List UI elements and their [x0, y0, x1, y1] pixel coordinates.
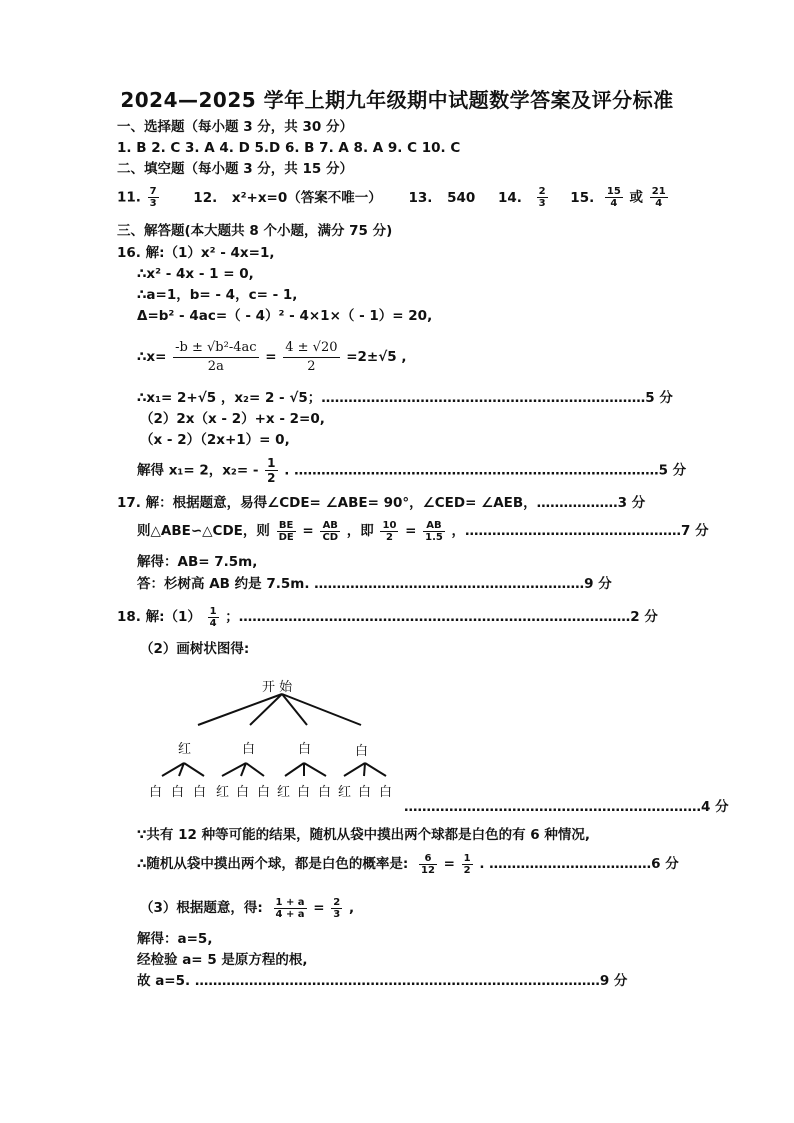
q12-answer: x²+x=0（答案不唯一）: [231, 189, 382, 206]
tree-level2-item: 白: [171, 785, 185, 800]
q11-fraction: $\frac{7}{3}$: [149, 186, 157, 209]
tree-branch: [250, 694, 282, 725]
tree-level2-item: 白: [257, 785, 271, 800]
tree-level1-item: 白: [298, 742, 312, 757]
q16-line-2: ∴x² - 4x - 1 = 0,: [137, 266, 254, 282]
q16-line-7: （2）2x（x - 2）+x - 2=0,: [140, 411, 325, 427]
q16-x-prefix: ∴x=: [137, 349, 167, 365]
q13-label: 13.: [408, 189, 433, 206]
q11-label: 11.: [117, 189, 141, 206]
q18-fraction-1-2: $\frac{1}{2}$: [463, 852, 471, 876]
tree-level2-item: 白: [379, 785, 393, 800]
tree-level2-item: 白: [149, 785, 163, 800]
q15-fraction-1: $\frac{15}{4}$: [606, 186, 621, 209]
tree-level2-item: 白: [193, 785, 207, 800]
q18-one-quarter: $\frac{1}{4}$: [209, 605, 217, 629]
q16-line-5: ∴x= $\frac{\text{-b ± √b²-4ac}}{2a}$ = $\frac{4 \pm √20}{2}$ =2±√5 ,: [137, 339, 407, 374]
q18-fraction-6-12: $\frac{6}{12}$: [421, 852, 435, 876]
q17-fraction-10-2: $\frac{10}{2}$: [382, 519, 397, 543]
q18-line-4: ∵共有 12 种等可能的结果，随机从袋中摸出两个球都是白色的有 6 种情况,: [137, 827, 591, 843]
q16-line-8: （x - 2）（2x+1）= 0,: [140, 432, 290, 448]
q18-line-7: 解得：a=5,: [137, 931, 213, 947]
q16-quadratic-formula: $\frac{\text{-b ± √b²-4ac}}{2a}$: [175, 339, 257, 374]
q17-fraction-ab-1-5: $\frac{AB}{1.5}$: [425, 519, 443, 543]
tree-root-label: 开 始: [262, 680, 293, 695]
q16-neg-half: $\frac{1}{2}$: [267, 456, 276, 485]
section2-heading: 二、填空题（每小题 3 分，共 15 分）: [117, 161, 353, 177]
q16-line-1: 16. 解:（1）x² - 4x=1,: [117, 245, 275, 261]
q18-line-9: 故 a=5. ………………………………………………………………………………9 分: [137, 973, 628, 989]
q15-label: 15.: [570, 189, 595, 206]
q14-fraction: $\frac{2}{3}$: [538, 186, 546, 209]
tree-level2-item: 白: [297, 785, 311, 800]
q17-line-2: 则△ABE∽△CDE，则 $\frac{BE}{DE}$ = $\frac{AB}{CD}$ ，即 $\frac{10}{2}$ = $\frac{AB}{1.5}$ ，…………………………………………7 分: [137, 519, 709, 543]
q17-fraction-ab-cd: $\frac{AB}{CD}$: [322, 519, 339, 543]
q13-answer: 540: [447, 189, 476, 206]
tree-level2-item: 白: [358, 785, 372, 800]
q18-line-5: ∴随机从袋中摸出两个球，都是白色的概率是: $\frac{6}{12}$ = $\frac{1}{2}$ . ………………………………6 分: [137, 852, 679, 876]
q16-line-9: 解得 x₁= 2，x₂= - $\frac{1}{2}$ . ………………………………………………………………………5 分: [137, 456, 687, 485]
q17-line-3: 解得：AB= 7.5m,: [137, 554, 258, 570]
q18-fraction-1a-4a: $\frac{1 + a}{4 + a}$: [275, 896, 305, 920]
q16-line-6: ∴x₁= 2+√5 ，x₂= 2 - √5；………………………………………………………………5 分: [137, 390, 673, 406]
q17-line-4: 答：杉树高 AB 约是 7.5m. ……………………………………………………9 分: [137, 576, 612, 592]
q18-line-3: …………………………………………………………4 分: [404, 799, 729, 815]
q18-line-6: （3）根据题意，得: $\frac{1 + a}{4 + a}$ = $\frac{2}{3}$ ,: [140, 896, 355, 920]
q15-fraction-2: $\frac{21}{4}$: [651, 186, 666, 209]
q17-fraction-be-de: $\frac{BE}{DE}$: [278, 519, 294, 543]
tree-level2-item: 白: [236, 785, 250, 800]
tree-level2-item: 白: [318, 785, 332, 800]
section1-answers: 1. B 2. C 3. A 4. D 5.D 6. B 7. A 8. A 9. C 10. C: [117, 140, 461, 156]
q15-or: 或: [629, 189, 644, 206]
q16-substituted-formula: $\frac{4 \pm √20}{2}$: [285, 339, 338, 374]
q17-line-1: 17. 解：根据题意，易得∠CDE= ∠ABE= 90°，∠CED= ∠AEB，………………3 分: [117, 495, 646, 511]
section1-heading: 一、选择题（每小题 3 分，共 30 分）: [117, 119, 353, 135]
tree-branch: [198, 694, 282, 725]
q14-label: 14.: [498, 189, 522, 206]
q16-line-4: Δ=b² - 4ac=（ - 4）² - 4×1×（ - 1）= 20,: [137, 308, 433, 324]
tree-level2-item: 红: [216, 785, 230, 800]
tree-level2-item: 红: [338, 785, 352, 800]
q18-fraction-2-3: $\frac{2}{3}$: [333, 896, 341, 920]
section3-heading: 三、解答题(本大题共 8 个小题，满分 75 分): [117, 223, 393, 239]
q18-line-8: 经检验 a= 5 是原方程的根,: [137, 952, 308, 968]
q18-line-2: （2）画树状图得:: [140, 641, 250, 657]
q16-line-3: ∴a=1，b= - 4，c= - 1,: [137, 287, 298, 303]
tree-level2-item: 红: [277, 785, 291, 800]
tree-level1-item: 红: [178, 742, 192, 757]
q18-line-1: 18. 解:（1） $\frac{1}{4}$ ；……………………………………………………………………………2 分: [117, 605, 658, 629]
tree-level1-item: 白: [355, 744, 369, 759]
tree-level1-item: 白: [242, 742, 256, 757]
q16-result: =2±√5 ,: [346, 349, 407, 365]
page-title: 2024—2025 学年上期九年级期中试题数学答案及评分标准: [120, 88, 674, 112]
q12-label: 12.: [193, 189, 218, 206]
